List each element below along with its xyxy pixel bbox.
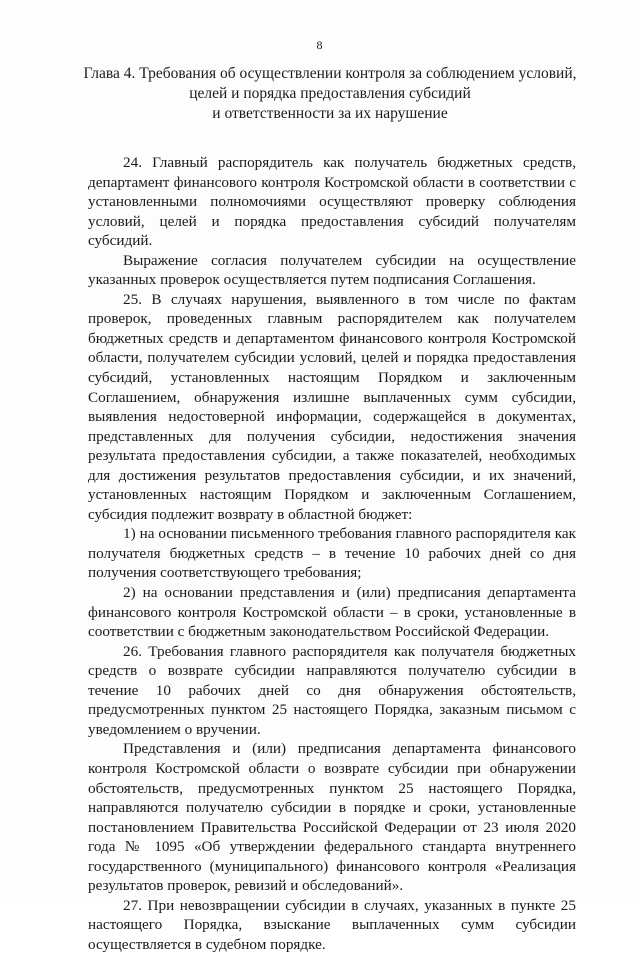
chapter-title-line-1: Глава 4. Требования об осуществлении контроля за соблюдением условий,: [83, 65, 577, 82]
paragraph-consent: Выражение согласия получателем субсидии на осуществление указанных проверок осуществляется путем подписания Соглашения.: [88, 251, 576, 289]
paragraph-26: 26. Требования главного распорядителя как получателя бюджетных средств о возврате субсидии направляются получателю субсидии в течение 10 рабочих дней со дня обнаружения обстоятельств, предусмотренных пунктом 25 настоящего Порядка, заказным письмом с уведомлением о вручении.: [88, 642, 576, 738]
document-body: [88, 153, 576, 954]
paragraph-25-item-2: 2) на основании представления и (или) предписания департамента финансового контроля Костромской области – в сроки, установленные в соответствии с бюджетным законодательством Российской Федерации.: [88, 584, 576, 641]
paragraph-25: 25. В случаях нарушения, выявленного в том числе по фактам проверок, проведенных главным распорядителем как получателем бюджетных средств и департаментом финансового контроля Костромской области, получателем субсидии условий, целей и порядка предоставления субсидий, установленных настоящим Порядком и заключенным Соглашением, обнаружения излишне выплаченных сумм субсидии, выявления недостоверной информации, содержащейся в документах, представленных для получения субсидии, недостижения значения результата предоставления субсидии, а также показателей, необходимых для достижения результатов предоставления субсидии, и их значений, установленных настоящим Порядком и заключенным Соглашением, субсидия подлежит возврату в областной бюджет:: [88, 290, 576, 523]
paragraph-24: 24. Главный распорядитель как получатель бюджетных средств, департамент финансового контроля Костромской области в соответствии с установленными полномочиями осуществляют проверку соблюдения условий, целей и порядка предоставления субсидий получателям субсидий.: [88, 154, 576, 250]
chapter-title-line-3: и ответственности за их нарушение: [212, 105, 448, 122]
paragraph-27: 27. При невозвращении субсидии в случаях, указанных в пункте 25 настоящего Порядка, взыскание выплаченных сумм субсидии осуществляется в судебном порядке.: [88, 896, 576, 953]
chapter-title-line-2: целей и порядка предоставления субсидий: [189, 85, 471, 102]
page-number: 8: [316, 38, 323, 52]
paragraph-25-item-1: 1) на основании письменного требования главного распорядителя как получателя бюджетных средств – в течение 10 рабочих дней со дня получения соответствующего требования;: [88, 525, 576, 582]
paragraph-26-representations: Представления и (или) предписания департамента финансового контроля Костромской области о возврате субсидии при обнаружении обстоятельств, предусмотренных пунктом 25 настоящего Порядка, направляются получателю субсидии в порядке и сроки, установленные постановлением Правительства Российской Федерации от 23 июля 2020 года № 1095 «Об утверждении федерального стандарта внутреннего государственного (муниципального) финансового контроля «Реализация результатов проверок, ревизий и обследований».: [88, 740, 576, 895]
chapter-title: [80, 64, 580, 124]
